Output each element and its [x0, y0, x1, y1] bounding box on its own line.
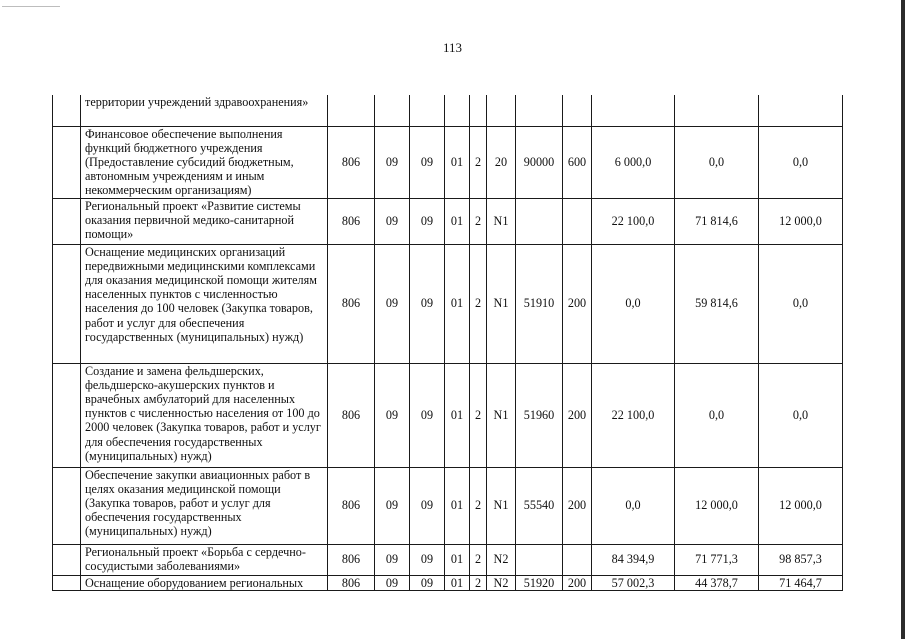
subsection-code: 09 [410, 126, 445, 198]
sum-2021: 0,0 [592, 244, 675, 363]
sum-2021 [592, 95, 675, 126]
row-number-cell [53, 544, 81, 575]
subprogram-code: 2 [470, 126, 487, 198]
program-code: 01 [445, 467, 470, 544]
project-code: N1 [487, 244, 516, 363]
table-row [53, 467, 843, 544]
sum-2022: 59 814,6 [675, 244, 759, 363]
subprogram-code: 2 [470, 544, 487, 575]
section-code: 09 [375, 363, 410, 467]
sum-2023: 0,0 [759, 363, 843, 467]
subsection-code: 09 [410, 363, 445, 467]
subsection-code: 09 [410, 244, 445, 363]
ministry-code: 806 [328, 363, 375, 467]
sum-2023: 71 464,7 [759, 575, 843, 590]
expense-type-code [563, 544, 592, 575]
program-code: 01 [445, 575, 470, 590]
subsection-code: 09 [410, 467, 445, 544]
row-number-cell [53, 244, 81, 363]
row-name: Региональный проект «Борьба с сердечно-сосудистыми заболеваниями» [81, 544, 328, 575]
row-name: Финансовое обеспечение выполнения функций бюджетного учреждения (Предоставление субсидий бюджетным, автономным учреждениям и иным некоммерческим организациям) [81, 126, 328, 198]
table-row [53, 575, 843, 590]
sum-2023: 0,0 [759, 244, 843, 363]
sum-2023 [759, 95, 843, 126]
row-number-cell [53, 575, 81, 590]
sum-2022: 12 000,0 [675, 467, 759, 544]
expense-type-code: 600 [563, 126, 592, 198]
subsection-code: 09 [410, 544, 445, 575]
sum-2021: 0,0 [592, 467, 675, 544]
subprogram-code: 2 [470, 244, 487, 363]
direction-code [516, 95, 563, 126]
subsection-code [410, 95, 445, 126]
subprogram-code [470, 95, 487, 126]
section-code [375, 95, 410, 126]
expense-type-code: 200 [563, 467, 592, 544]
sum-2023: 0,0 [759, 126, 843, 198]
table-row [53, 544, 843, 575]
direction-code: 51920 [516, 575, 563, 590]
ministry-code: 806 [328, 126, 375, 198]
project-code [487, 95, 516, 126]
project-code: N1 [487, 198, 516, 244]
sum-2022: 71 771,3 [675, 544, 759, 575]
sum-2023: 12 000,0 [759, 198, 843, 244]
program-code: 01 [445, 126, 470, 198]
row-name: Создание и замена фельдшерских, фельдшерско-акушерских пунктов и врачебных амбулаторий для населенных пунктов с численностью населения от 100 до 2000 человек (Закупка товаров, работ и услуг для обеспечения государственных (муниципальных) нужд) [81, 363, 328, 467]
row-name: Региональный проект «Развитие системы оказания первичной медико-санитарной помощи» [81, 198, 328, 244]
expense-type-code: 200 [563, 244, 592, 363]
expense-type-code [563, 198, 592, 244]
ministry-code: 806 [328, 198, 375, 244]
program-code: 01 [445, 544, 470, 575]
direction-code: 90000 [516, 126, 563, 198]
program-code: 01 [445, 198, 470, 244]
expense-type-code: 200 [563, 575, 592, 590]
table-row [53, 126, 843, 198]
expense-type-code: 200 [563, 363, 592, 467]
table-row [53, 244, 843, 363]
program-code: 01 [445, 244, 470, 363]
subprogram-code: 2 [470, 198, 487, 244]
scan-right-edge [901, 0, 905, 639]
section-code: 09 [375, 544, 410, 575]
project-code: N1 [487, 467, 516, 544]
row-number-cell [53, 363, 81, 467]
ministry-code [328, 95, 375, 126]
sum-2021: 57 002,3 [592, 575, 675, 590]
ministry-code: 806 [328, 244, 375, 363]
section-code: 09 [375, 467, 410, 544]
row-name: Оснащение медицинских организаций передвижными медицинскими комплексами для оказания медицинской помощи жителям населенных пунктов с численностью населения до 100 человек (Закупка товаров, работ и услуг для обеспечения государственных (муниципальных) нужд) [81, 244, 328, 363]
row-number-cell [53, 95, 81, 126]
sum-2023: 12 000,0 [759, 467, 843, 544]
ministry-code: 806 [328, 467, 375, 544]
scan-corner-mark [2, 6, 60, 7]
direction-code: 55540 [516, 467, 563, 544]
subprogram-code: 2 [470, 467, 487, 544]
section-code: 09 [375, 575, 410, 590]
sum-2021: 84 394,9 [592, 544, 675, 575]
sum-2021: 22 100,0 [592, 198, 675, 244]
sum-2022: 0,0 [675, 363, 759, 467]
table-row [53, 198, 843, 244]
direction-code: 51960 [516, 363, 563, 467]
table-row [53, 363, 843, 467]
row-name: Обеспечение закупки авиационных работ в целях оказания медицинской помощи (Закупка товаров, работ и услуг для обеспечения государственных (муниципальных) нужд) [81, 467, 328, 544]
budget-table-body [53, 95, 843, 590]
budget-table [52, 95, 843, 591]
sum-2023: 98 857,3 [759, 544, 843, 575]
row-name: территории учреждений здравоохранения» [81, 95, 328, 126]
direction-code [516, 198, 563, 244]
subsection-code: 09 [410, 198, 445, 244]
row-name: Оснащение оборудованием региональных [81, 575, 328, 590]
section-code: 09 [375, 244, 410, 363]
sum-2022: 0,0 [675, 126, 759, 198]
sum-2022: 44 378,7 [675, 575, 759, 590]
row-number-cell [53, 467, 81, 544]
sum-2022: 71 814,6 [675, 198, 759, 244]
ministry-code: 806 [328, 544, 375, 575]
project-code: 20 [487, 126, 516, 198]
section-code: 09 [375, 198, 410, 244]
table-row [53, 95, 843, 126]
section-code: 09 [375, 126, 410, 198]
project-code: N1 [487, 363, 516, 467]
sum-2021: 22 100,0 [592, 363, 675, 467]
program-code [445, 95, 470, 126]
project-code: N2 [487, 544, 516, 575]
subprogram-code: 2 [470, 575, 487, 590]
direction-code [516, 544, 563, 575]
row-number-cell [53, 126, 81, 198]
sum-2021: 6 000,0 [592, 126, 675, 198]
program-code: 01 [445, 363, 470, 467]
direction-code: 51910 [516, 244, 563, 363]
page-number: 113 [442, 40, 463, 55]
sum-2022 [675, 95, 759, 126]
subsection-code: 09 [410, 575, 445, 590]
ministry-code: 806 [328, 575, 375, 590]
row-number-cell [53, 198, 81, 244]
project-code: N2 [487, 575, 516, 590]
expense-type-code [563, 95, 592, 126]
subprogram-code: 2 [470, 363, 487, 467]
